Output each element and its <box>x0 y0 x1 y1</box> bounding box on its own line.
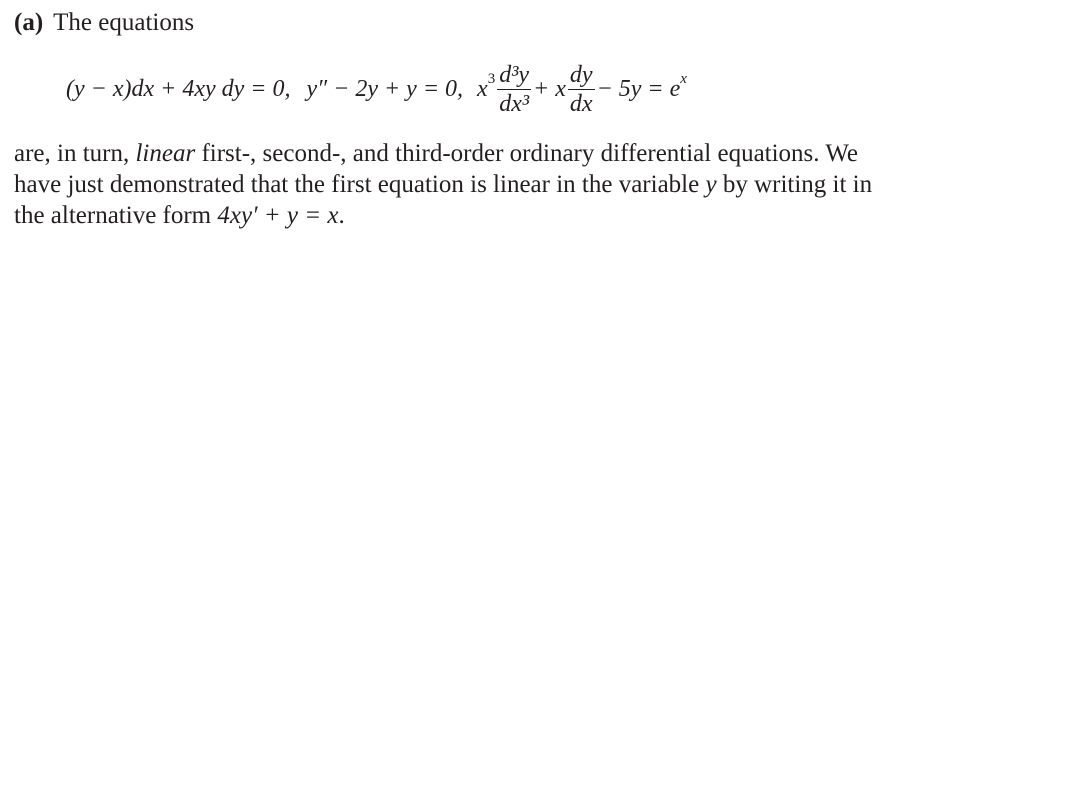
variable-y: y <box>705 171 717 198</box>
equation-first-order <box>66 76 290 103</box>
paragraph-text: first-, second-, and third-order ordinary differential equations. We <box>195 140 859 167</box>
paragraph-text: by writing it in <box>716 171 873 198</box>
rhs-exponent: x <box>680 70 687 87</box>
example-label: (a) <box>14 9 44 36</box>
fraction-first-denominator: dx <box>569 90 593 117</box>
paragraph-line-3 <box>14 200 914 231</box>
fraction-bar <box>497 89 531 90</box>
paragraph-line-1 <box>14 138 914 169</box>
plus-x-term: + x <box>533 75 566 102</box>
equation-display <box>66 56 687 122</box>
paragraph-text: are, in turn, <box>14 140 136 167</box>
equation-first-order-text: (y − x)dx + 4xy dy = 0, <box>66 75 291 102</box>
equation-third-order <box>477 63 687 116</box>
equation-second-order <box>306 76 463 103</box>
example-heading-text: The equations <box>53 9 195 36</box>
equation-second-order-text: y″ − 2y + y = 0, <box>306 75 464 102</box>
fraction-third-derivative <box>497 63 531 116</box>
rhs-term: − 5y = e <box>596 75 681 102</box>
fraction-third-numerator: d³y <box>499 61 530 88</box>
example-heading <box>14 9 194 37</box>
fraction-first-derivative <box>568 63 595 116</box>
explanation-paragraph <box>14 138 914 231</box>
fraction-bar <box>568 89 595 90</box>
emphasis-linear: linear <box>135 140 196 167</box>
coef-exponent: 3 <box>487 70 496 87</box>
paragraph-text: have just demonstrated that the first equation is linear in the variable <box>14 171 706 198</box>
fraction-third-denominator: dx³ <box>499 90 530 117</box>
paragraph-line-2 <box>14 169 914 200</box>
paragraph-text: the alternative form <box>14 202 218 229</box>
paragraph-text: . <box>338 202 345 229</box>
inline-equation: 4xy′ + y = x <box>217 202 339 229</box>
fraction-first-numerator: dy <box>569 61 593 88</box>
coef-x: x <box>477 75 488 102</box>
